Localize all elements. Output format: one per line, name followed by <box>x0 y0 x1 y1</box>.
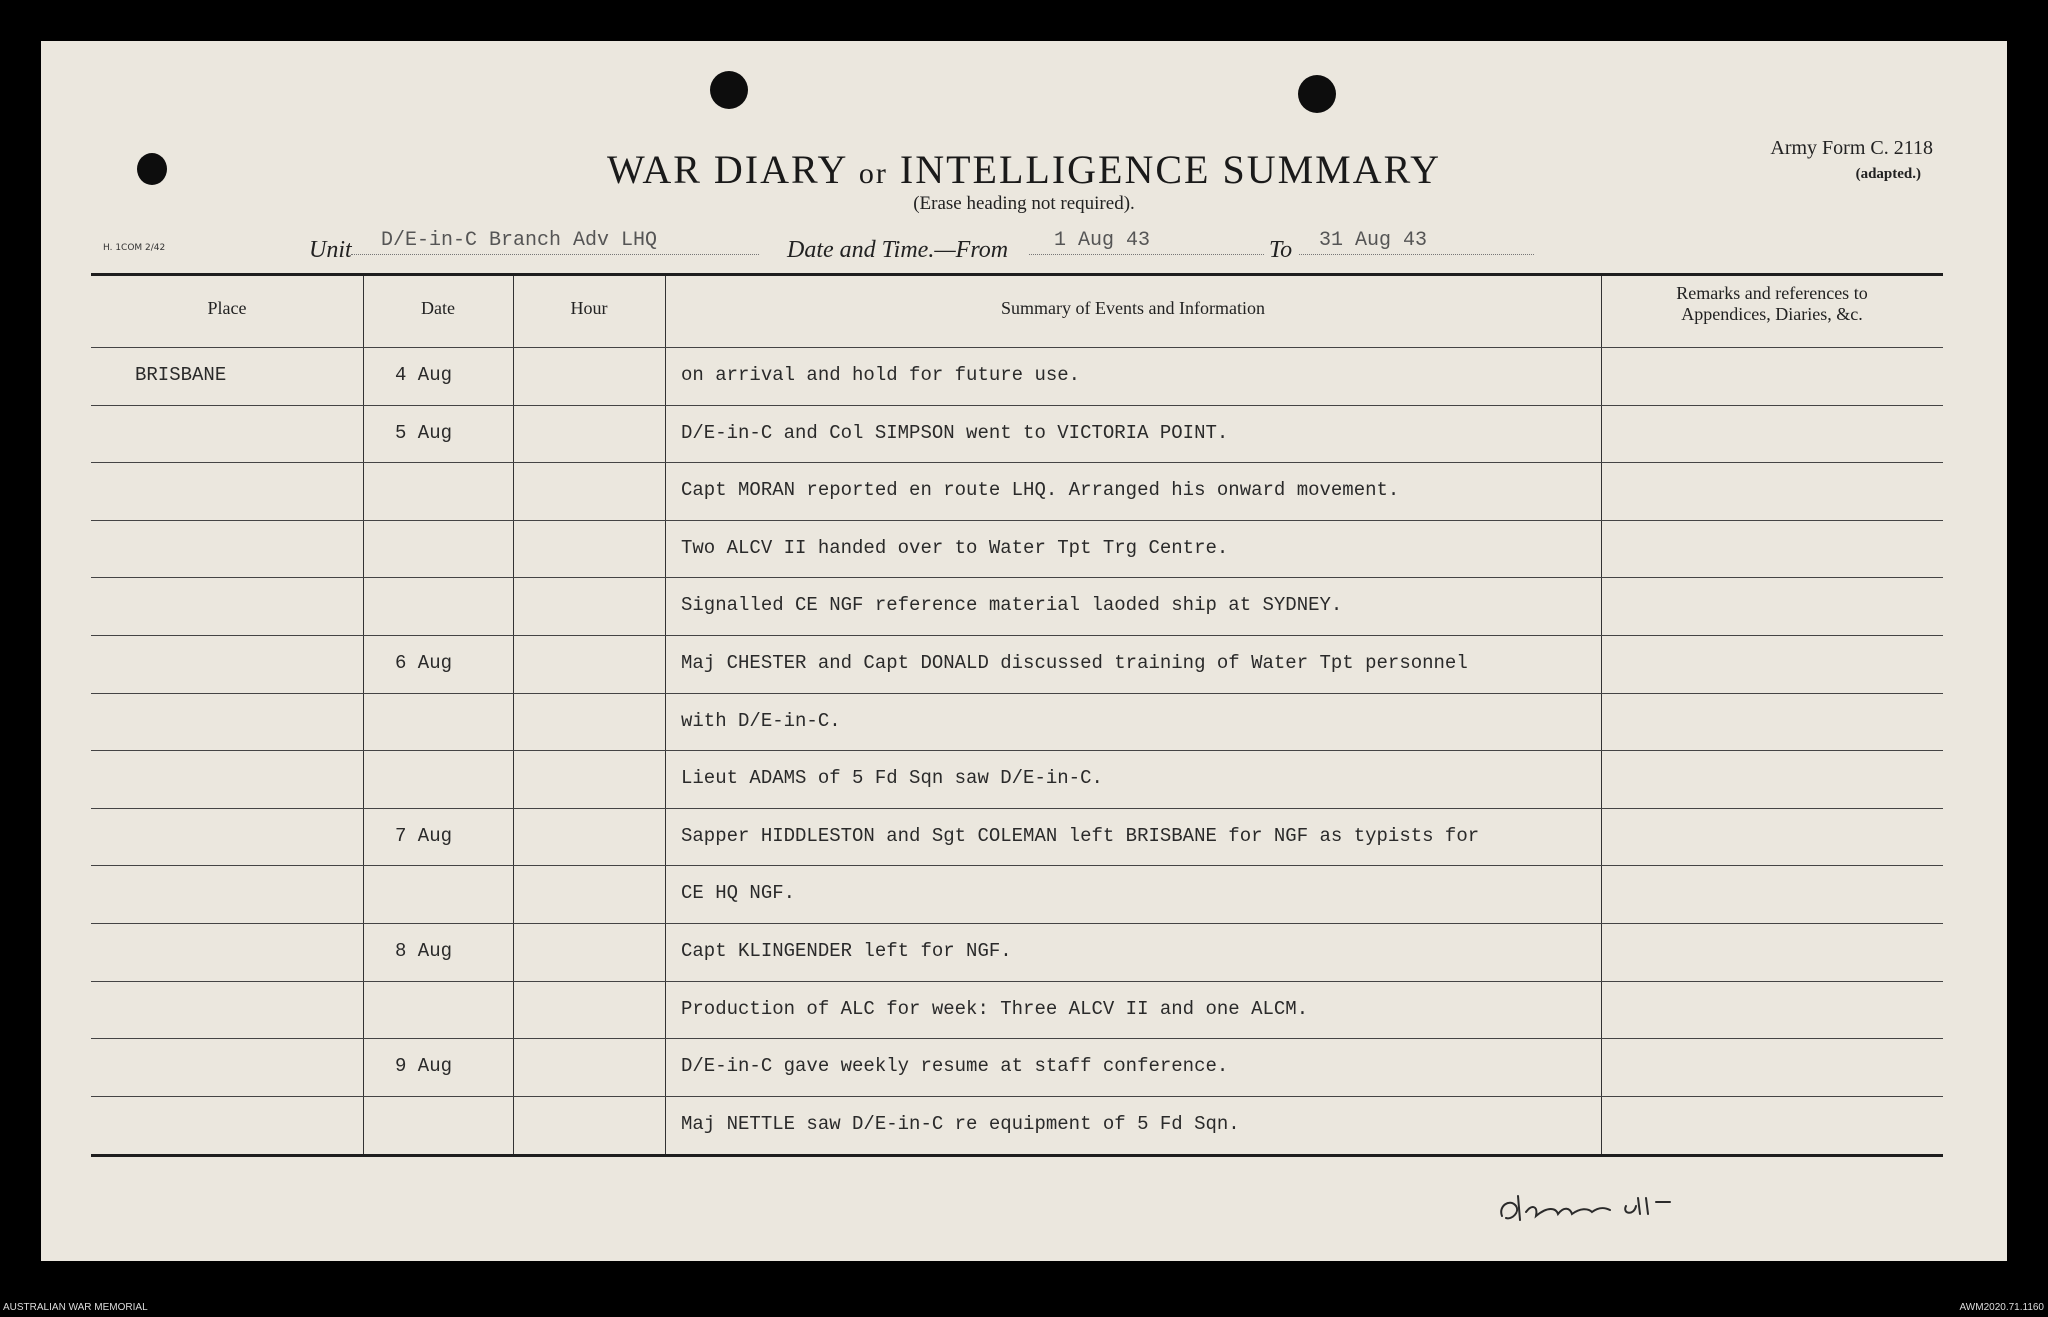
archive-reference: AWM2020.71.1160 <box>1959 1302 2044 1313</box>
row-divider <box>91 405 1943 406</box>
form-subtitle: (Erase heading not required). <box>913 193 1135 214</box>
row-divider <box>91 865 1943 866</box>
row-date: 7 Aug <box>395 824 453 847</box>
row-divider <box>91 1096 1943 1097</box>
row-summary: Maj NETTLE saw D/E-in-C re equipment of 5 Fd Sqn. <box>681 1112 1240 1135</box>
row-summary: Capt KLINGENDER left for NGF. <box>681 940 1012 962</box>
row-summary: D/E-in-C gave weekly resume at staff conference. <box>681 1055 1229 1078</box>
col-header-hour: Hour <box>570 298 608 318</box>
army-form-number: Army Form C. 2118 (adapted.) <box>1770 137 1933 182</box>
row-divider <box>91 923 1943 924</box>
col-divider-date <box>513 276 514 1154</box>
header-underline <box>91 347 1943 348</box>
row-place: BRISBANE <box>135 364 227 386</box>
row-summary: D/E-in-C and Col SIMPSON went to VICTORIA POINT. <box>681 421 1229 444</box>
unit-label: Unit <box>309 237 352 263</box>
table-bottom-rule <box>91 1154 1943 1157</box>
row-summary: on arrival and hold for future use. <box>681 364 1081 386</box>
col-header-place: Place <box>207 298 247 318</box>
date-from-label: Date and Time.—From <box>787 237 1009 263</box>
row-divider <box>91 693 1943 694</box>
row-divider <box>91 462 1943 463</box>
date-from-value: 1 Aug 43 <box>1029 229 1264 255</box>
form-title: WAR DIARY or INTELLIGENCE SUMMARY <box>607 147 1441 192</box>
unit-value: D/E-in-C Branch Adv LHQ <box>351 229 759 255</box>
row-summary: Signalled CE NGF reference material laoded ship at SYDNEY. <box>681 594 1343 617</box>
row-divider <box>91 808 1943 809</box>
form-code: H. 1COM 2/42 <box>103 243 166 253</box>
signature <box>1496 1176 1696 1236</box>
col-header-date: Date <box>421 298 455 318</box>
row-summary: Sapper HIDDLESTON and Sgt COLEMAN left BRISBANE for NGF as typists for <box>681 824 1480 847</box>
punch-hole-left <box>710 71 748 109</box>
row-date: 9 Aug <box>395 1055 453 1078</box>
row-summary: Production of ALC for week: Three ALCV II and one ALCM. <box>681 997 1309 1020</box>
row-divider <box>91 577 1943 578</box>
row-date: 4 Aug <box>395 364 453 386</box>
row-summary: Lieut ADAMS of 5 Fd Sqn saw D/E-in-C. <box>681 767 1103 790</box>
row-summary: with D/E-in-C. <box>681 709 841 732</box>
row-summary: Capt MORAN reported en route LHQ. Arranged his onward movement. <box>681 479 1400 502</box>
row-date: 6 Aug <box>395 652 453 674</box>
col-divider-place <box>363 276 364 1154</box>
col-header-summary: Summary of Events and Information <box>1001 298 1265 318</box>
date-to-label: To <box>1269 237 1293 263</box>
row-date: 5 Aug <box>395 421 453 444</box>
row-summary: Maj CHESTER and Capt DONALD discussed training of Water Tpt personnel <box>681 652 1468 674</box>
row-divider <box>91 981 1943 982</box>
row-summary: Two ALCV II handed over to Water Tpt Trg Centre. <box>681 536 1229 559</box>
col-header-remarks: Remarks and references to Appendices, Diaries, &c. <box>1676 283 1868 324</box>
date-to-value: 31 Aug 43 <box>1299 229 1534 255</box>
document-page <box>41 41 2007 1261</box>
row-date: 8 Aug <box>395 940 453 962</box>
row-summary: CE HQ NGF. <box>681 882 796 905</box>
table-top-rule <box>91 273 1943 276</box>
row-divider <box>91 1038 1943 1039</box>
row-divider <box>91 750 1943 751</box>
archive-label: AUSTRALIAN WAR MEMORIAL <box>3 1302 148 1313</box>
col-divider-hour <box>665 276 666 1154</box>
row-divider <box>91 520 1943 521</box>
punch-hole-right <box>1298 75 1336 113</box>
row-divider <box>91 635 1943 636</box>
col-divider-summary <box>1601 276 1602 1154</box>
